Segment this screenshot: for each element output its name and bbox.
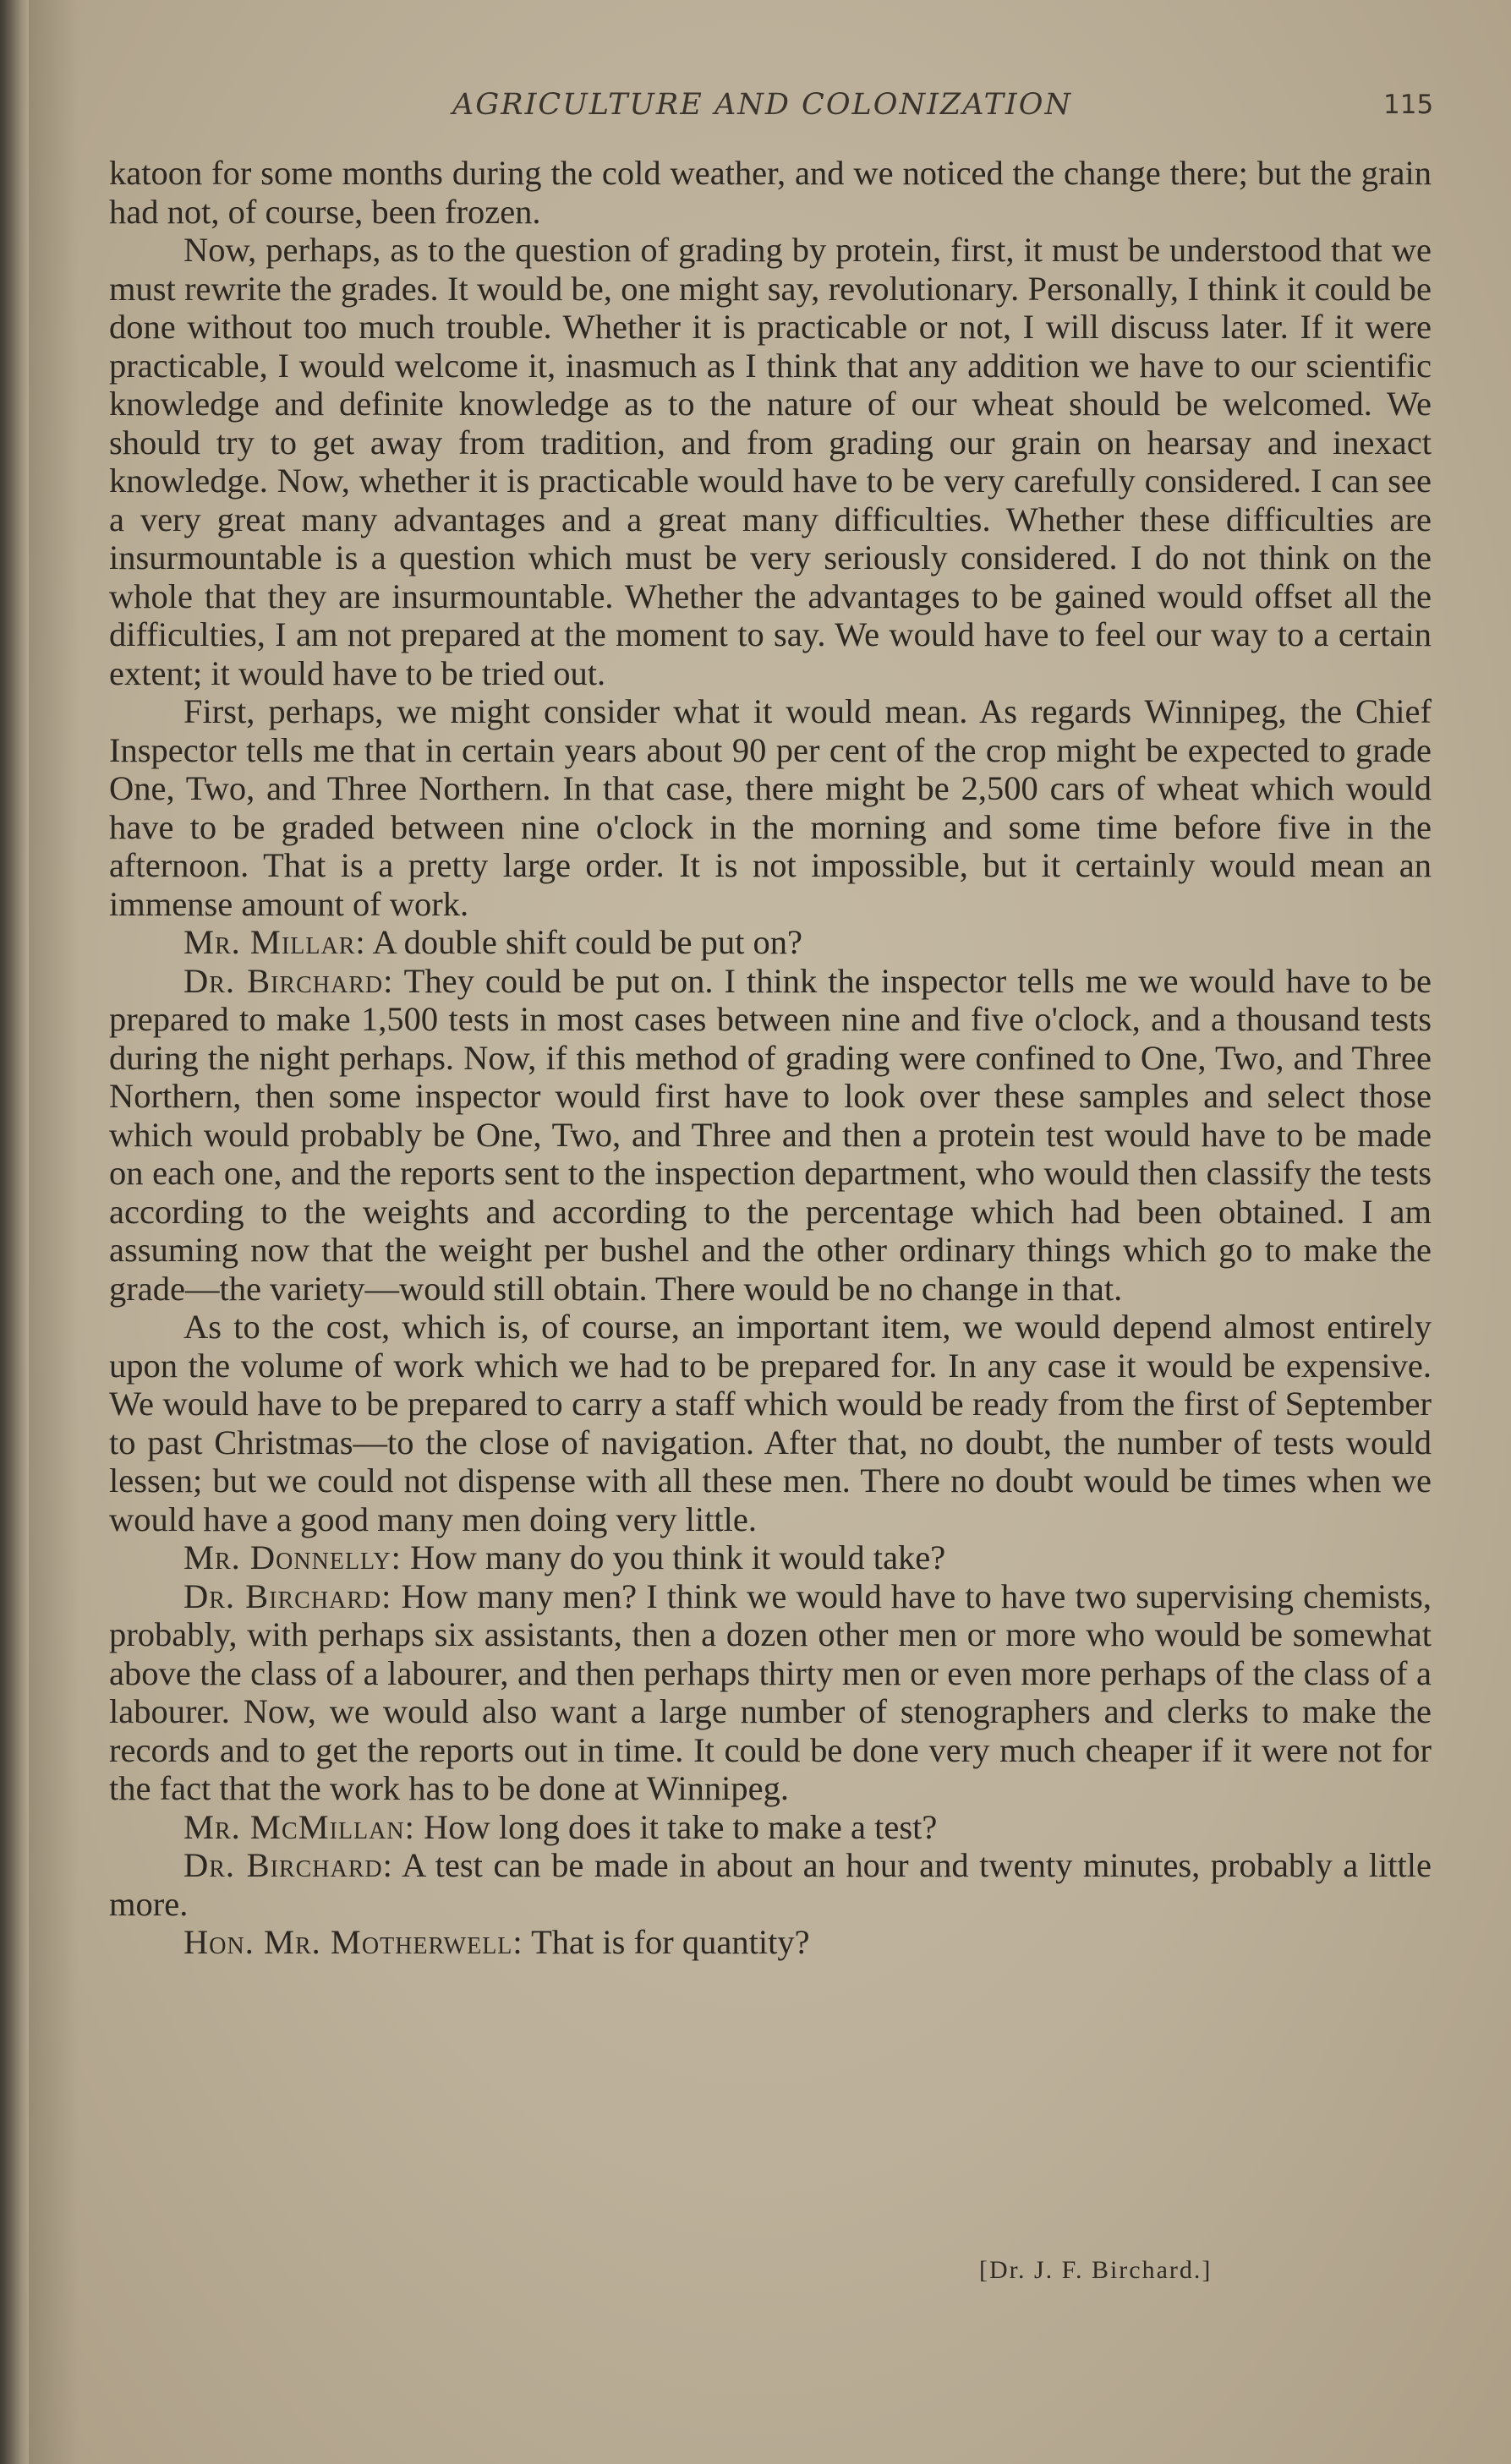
page-body <box>109 154 1432 1962</box>
dialogue-motherwell <box>109 1923 1432 1962</box>
paragraph-3: First, perhaps, we might consider what it would mean. As regards Winnipeg, the Chief Inspector tells me that in certain years about 90 per cent of the crop might be expected to grade One, Two, and Three Northern. In that case, there might be 2,500 cars of wheat which would have to be graded between nine o'clock in the morning and some time before five in the afternoon. That is a pretty large order. It is not impossible, but it certainly would mean an immense amount of work. <box>109 692 1432 923</box>
speech-text: They could be put on. I think the inspector tells me we would have to be prepared to make 1,500 tests in most cases between nine and five o'clock, and a thousand tests during the night perhaps. Now, if this method of grading were confined to One, Two, and Three Northern, then some inspector would first have to look over these samples and select those which would probably be One, Two, and Three and then a protein test would have to be made on each one, and the reports sent to the inspection department, who would then classify the tests according to the weights and according to the percentage which had been obtained. I am assuming now that the weight per bushel and the other ordinary things which go to make the grade—the variety—would still obtain. There would be no change in that. <box>109 961 1432 1308</box>
page-header <box>0 88 1511 130</box>
speaker-name: Hon. Mr. Motherwell: <box>183 1923 523 1961</box>
speaker-name: Dr. Birchard: <box>183 1576 392 1615</box>
paragraph-1: katoon for some months during the cold weather, and we noticed the change there; but the grain had not, of course, been frozen. <box>109 154 1432 231</box>
dialogue-donnelly <box>109 1538 1432 1577</box>
witness-attribution: [Dr. J. F. Birchard.] <box>979 2256 1213 2284</box>
speaker-name: Mr. Millar: <box>183 923 366 961</box>
dialogue-birchard-2 <box>109 1577 1432 1808</box>
speech-text: A test can be made in about an hour and twenty minutes, probably a little more. <box>109 1846 1432 1923</box>
dialogue-millar <box>109 923 1432 962</box>
dialogue-birchard-3 <box>109 1846 1432 1923</box>
speaker-name: Dr. Birchard: <box>183 1846 393 1884</box>
speech-text: A double shift could be put on? <box>365 923 802 961</box>
speech-text: How many do you think it would take? <box>401 1538 946 1576</box>
speaker-name: Mr. McMillan: <box>183 1807 415 1846</box>
running-title: AGRICULTURE AND COLONIZATION <box>452 88 1073 122</box>
dialogue-mcmillan <box>109 1808 1432 1847</box>
speech-text: How many men? I think we would have to have two supervising chemists, probably, with perhaps six assistants, then a dozen other men or more who would be somewhat above the class of a labourer, and then perhaps thirty men or even more perhaps of the class of a labourer. Now, we would also want a large number of stenographers and clerks to make the records and to get the reports out in time. It could be done very much cheaper if it were not for the fact that the work has to be done at Winnipeg. <box>109 1576 1432 1807</box>
dialogue-birchard-1 <box>109 962 1432 1308</box>
speech-text: How long does it take to make a test? <box>414 1807 938 1846</box>
gutter-shadow <box>29 0 79 2464</box>
speaker-name: Mr. Donnelly: <box>183 1538 402 1576</box>
speaker-name: Dr. Birchard: <box>183 961 394 1000</box>
paragraph-cost: As to the cost, which is, of course, an important item, we would depend almost entirely upon the volume of work which we had to be prepared for. In any case it would be expensive. We would have to be prepared to carry a staff which would be ready from the first of September to past Christmas—to the close of navigation. After that, no doubt, the number of tests would lessen; but we could not dispense with all these men. There no doubt would be times when we would have a good many men doing very little. <box>109 1308 1432 1538</box>
page-number: 115 <box>1383 90 1434 120</box>
speech-text: That is for quantity? <box>523 1923 810 1961</box>
book-spine <box>0 0 29 2464</box>
paragraph-2: Now, perhaps, as to the question of grading by protein, first, it must be understood that we must rewrite the grades. It would be, one might say, revolutionary. Personally, I think it could be done without too much trouble. Whether it is practicable or not, I will discuss later. If it were practicable, I would welcome it, inasmuch as I think that any addition we have to our scientific knowledge and definite knowledge as to the nature of our wheat should be welcomed. We should try to get away from tradition, and from grading our grain on hearsay and inexact knowledge. Now, whether it is practicable would have to be very carefully considered. I can see a very great many advantages and a great many difficulties. Whether these difficulties are insurmountable is a question which must be very seriously considered. I do not think on the whole that they are insurmountable. Whether the advantages to be gained would offset all the difficulties, I am not prepared at the moment to say. We would have to feel our way to a certain extent; it would have to be tried out. <box>109 231 1432 692</box>
